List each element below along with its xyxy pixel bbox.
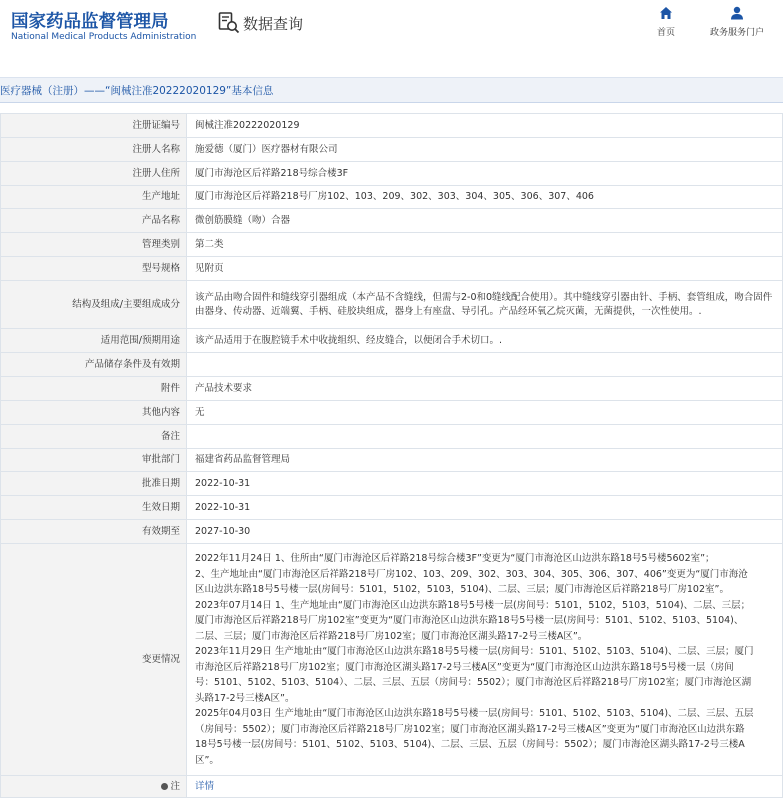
table-row [1,353,783,377]
field-label: 备注 [1,425,187,449]
pin-icon [161,783,168,790]
field-label: 附件 [1,377,187,401]
change-history-line: 2022年11月24日 1、住所由“厦门市海沧区后祥路218号综合楼3F”变更为“厦门市海沧区山边洪东路18号5号楼5602室”； [195,553,715,564]
table-row [1,257,783,281]
field-label: 生产地址 [1,186,187,209]
field-value: 闽械注准20222020129 [187,114,783,138]
field-value: 该产品由吻合固件和缝线穿引器组成（本产品不含缝线，但需与2-0和0缝线配合使用）。其中缝线穿引器由针、手柄、套管组成，吻合固件由器身、传动器、近端翼、手柄、硅胶块组成，器身上有座盘、导引孔。产品经环氧乙烷灭菌，无菌提供，一次性使用。. [187,281,783,329]
change-history-line: 2025年04月03日 生产地址由“厦门市海沧区山边洪东路18号5号楼一层(房间号：5101、5102、5103、5104)、二层、三层、五层 [195,708,754,719]
brand-title-en[interactable]: National Medical Products Administration [11,32,197,42]
table-row [1,329,783,353]
table-row [1,496,783,520]
change-history-line: （房间号：5502）；厦门市海沧区后祥路218号厂房102室；厦门市海沧区湖头路17-2号三楼A区”变更为“厦门市海沧区山边洪东路 [195,723,745,735]
change-history-line: 18号5号楼一层(房间号：5101、5102、5103、5104)、二层、三层、五层（房间号：5502）；厦门市海沧区湖头路17-2号三楼A [195,739,745,750]
nav-home-label: 首页 [656,28,675,38]
field-label: 结构及组成/主要组成成分 [1,281,187,329]
table-row [1,114,783,138]
table-row [1,401,783,425]
field-label: 批准日期 [1,472,187,496]
details-link[interactable]: 详情 [195,780,215,792]
brand-title-cn[interactable]: 国家药品监督管理局 [11,12,169,32]
change-history-line: 2023年07月14日 1、生产地址由“厦门市海沧区山边洪东路18号5号楼一层(房间号：5101，5102，5103，5104)、二层、三层； [195,599,751,611]
nav-service-portal[interactable] [704,6,770,38]
change-history-line: 二层、三层；厦门市海沧区后祥路218号厂房102室；厦门市海沧区湖头路17-2号三楼A区”。 [195,630,588,642]
field-label: 型号规格 [1,257,187,281]
field-value [187,776,783,798]
field-value: 该产品适用于在腹腔镜手术中收拢组织、经皮缝合，以便闭合手术切口。. [187,329,783,353]
table-row [1,425,783,449]
field-value: 2022-10-31 [187,472,783,496]
field-value: 见附页 [187,257,783,281]
field-label: 审批部门 [1,449,187,472]
field-label: 注册人住所 [1,162,187,186]
nav-home[interactable] [652,6,680,38]
field-value: 2027-10-30 [187,520,783,544]
change-history-line: 2023年11月29日 生产地址由“厦门市海沧区山边洪东路18号5号楼一层(房间号：5101、5102、5103、5104)、二层、三层；厦门 [195,646,754,657]
device-info-table [0,113,783,798]
table-row [1,281,783,329]
field-label: 变更情况 [1,544,187,776]
field-label: 注册证编号 [1,114,187,138]
change-history-text [187,544,783,776]
breadcrumb: 医疗器械（注册）——“闽械注准20222020129”基本信息 [0,85,274,97]
field-label: 生效日期 [1,496,187,520]
field-label: 产品名称 [1,209,187,233]
table-row [1,233,783,257]
table-row [1,377,783,401]
field-label: 适用范围/预期用途 [1,329,187,353]
home-icon [659,6,673,20]
field-value: 产品技术要求 [187,377,783,401]
field-value: 第二类 [187,233,783,257]
change-history-line: 2、生产地址由“厦门市海沧区后祥路218号厂房102、103、209、302、303、304、305、306、307、406”变更为“厦门市海沧 [195,568,748,580]
user-icon [730,6,744,20]
table-row-change-history [1,544,783,776]
field-value: 厦门市海沧区后祥路218号综合楼3F [187,162,783,186]
field-label [1,776,187,798]
table-row [1,209,783,233]
field-value [187,353,783,377]
field-value: 福建省药品监督管理局 [187,449,783,472]
change-history-line: 区山边洪东路18号5号楼一层(房间号：5101，5102，5103，5104)、二层、三层；厦门市海沧区后祥路218号厂房102室”。 [195,584,729,595]
field-label: 产品储存条件及有效期 [1,353,187,377]
change-history-line: 区”。 [195,754,219,766]
field-value: 厦门市海沧区后祥路218号厂房102、103、209、302、303、304、305、306、307、406 [187,186,783,209]
field-value: 2022-10-31 [187,496,783,520]
field-label: 注册人名称 [1,138,187,162]
table-row [1,449,783,472]
table-row [1,186,783,209]
site-header [0,0,783,62]
table-row-note [1,776,783,798]
table-row [1,138,783,162]
change-history-line: 号：5101、5102、5103、5104）、二层、三层、五层（房间号：5502）；厦门市海沧区后祥路218号厂房102室；厦门市海沧区湖 [195,677,752,688]
field-value: 无 [187,401,783,425]
change-history-line: 头路17-2号三楼A区”。 [195,692,295,704]
note-label: 注 [170,780,180,792]
table-row [1,472,783,496]
change-history-line: 市海沧区后祥路218号厂房102室；厦门市海沧区湖头路17-2号三楼A区”变更为“厦门市海沧区山边洪东路18号5号楼一层（房间 [195,661,734,673]
field-value [187,425,783,449]
data-query-title [218,11,303,35]
breadcrumb-bar [0,77,783,103]
table-row [1,520,783,544]
data-query-label: 数据查询 [243,14,304,33]
data-search-icon [218,11,240,35]
field-value: 微创筋膜缝（吻）合器 [187,209,783,233]
field-label: 其他内容 [1,401,187,425]
field-label: 管理类别 [1,233,187,257]
table-row [1,162,783,186]
nav-portal-label: 政务服务门户 [709,28,764,38]
field-label: 有效期至 [1,520,187,544]
change-history-line: 厦门市海沧区后祥路218号厂房102室”变更为“厦门市海沧区山边洪东路18号5号楼一层(房间号：5101、5102、5103、5104)、 [195,615,744,626]
field-value: 施爱德（厦门）医疗器材有限公司 [187,138,783,162]
